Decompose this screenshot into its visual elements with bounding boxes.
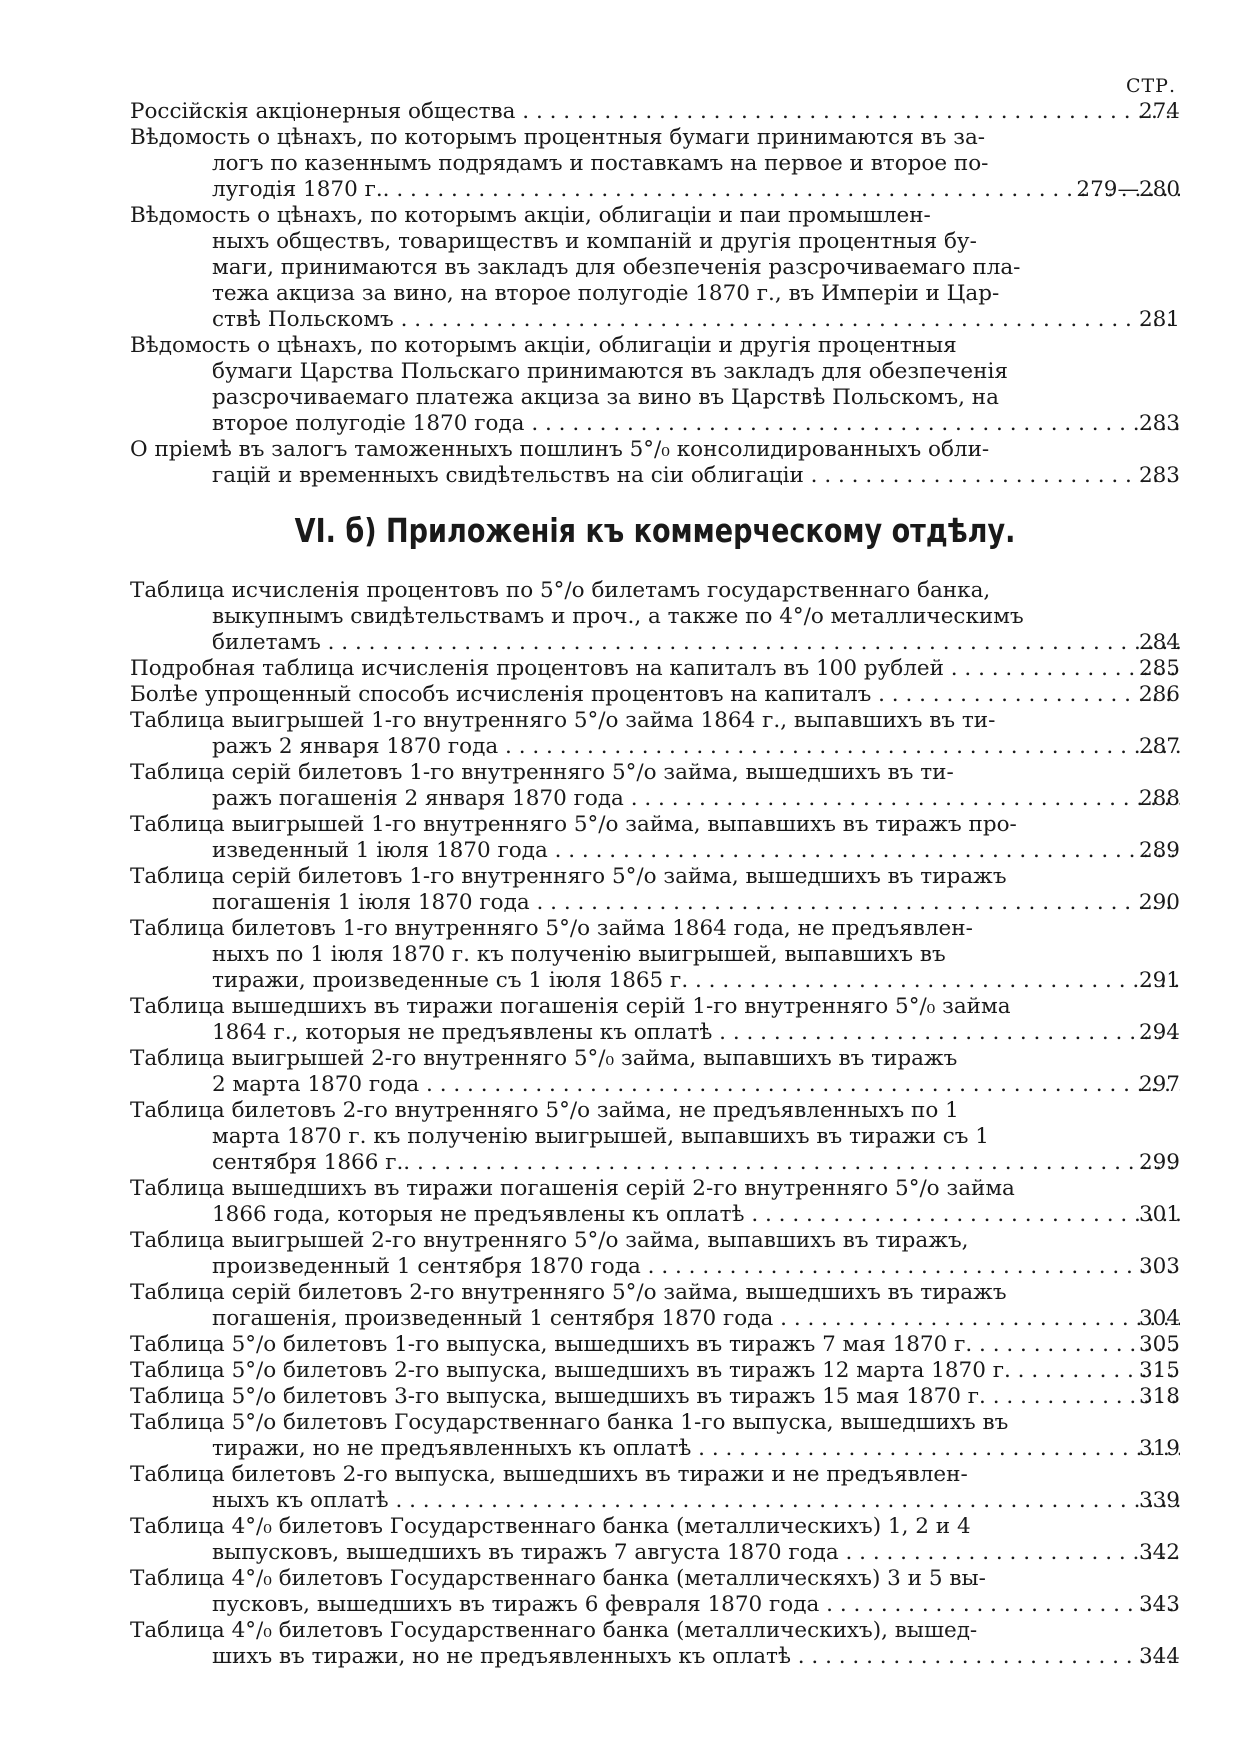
- toc-entry-page: 286: [1138, 682, 1180, 707]
- section-heading: VI. б) Приложенія къ коммерческому отдѣлу.: [294, 511, 1016, 550]
- toc-entry[interactable]: [130, 203, 1180, 333]
- toc-entry-line: выкупнымъ свидѣтельствамъ и проч., а также по 4°/о металлическимъ: [212, 604, 1024, 629]
- toc-entry-line: сентября 1866 г.. . . .: [130, 1150, 1180, 1176]
- toc-entry-line: ныхъ къ оплатѣ . . .: [130, 1488, 1180, 1514]
- toc-entry[interactable]: [130, 994, 1180, 1046]
- toc-entry-line: ствѣ Польскомъ . . .: [130, 307, 1180, 333]
- toc-entry-line: 2 марта 1870 года . . .: [130, 1072, 1180, 1098]
- toc-entry-page: 305: [1138, 1332, 1180, 1357]
- toc-entry[interactable]: [130, 1410, 1180, 1462]
- toc-entry-line: О пріемѣ въ залогъ таможенныхъ пошлинъ 5°/₀ консолидированныхъ обли-: [130, 437, 990, 462]
- toc-entry[interactable]: [130, 1462, 1180, 1514]
- toc-entry-line: Вѣдомость о цѣнахъ, по которымъ акціи, облигаціи и другія процентныя: [130, 333, 957, 358]
- toc-entry-line: второе полугодіе 1870 года . . .: [130, 411, 1180, 437]
- toc-entry-line: тежа акциза за вино, на второе полугодіе 1870 г., въ Имперіи и Цар-: [212, 281, 1000, 306]
- toc-entry-line: Таблица исчисленія процентовъ по 5°/о билетамъ государственнаго банка,: [130, 578, 991, 603]
- toc-entry-line: погашенія 1 іюля 1870 года . . .: [130, 890, 1180, 916]
- toc-entry-page: 274: [1138, 99, 1180, 124]
- toc-entry-line: бумаги Царства Польскаго принимаются въ закладъ для обезпеченія: [212, 359, 1008, 384]
- toc-entry-line: лугодія 1870 г.. . . .: [130, 177, 1180, 203]
- toc-entry-line: Таблица 4°/₀ билетовъ Государственнаго банка (металлическяхъ) 3 и 5 вы-: [130, 1566, 986, 1591]
- toc-entry[interactable]: [130, 99, 1180, 125]
- toc-entry[interactable]: [130, 708, 1180, 760]
- toc-entry[interactable]: [130, 656, 1180, 682]
- toc-entry[interactable]: [130, 437, 1180, 489]
- toc-entry-page: 343: [1138, 1592, 1180, 1617]
- toc-entry-page: 283: [1138, 411, 1180, 436]
- toc-entry-page: 291: [1138, 968, 1180, 993]
- toc-entry-line: пусковъ, вышедшихъ въ тиражъ 6 февраля 1870 года . . .: [130, 1592, 1180, 1618]
- toc-entry-line: Таблица 5°/о билетовъ 3-го выпуска, вышедшихъ въ тиражъ 15 мая 1870 г. . . .: [130, 1384, 1180, 1410]
- toc-entry[interactable]: [130, 812, 1180, 864]
- toc-entry[interactable]: [130, 333, 1180, 437]
- toc-entry-line: изведенный 1 іюля 1870 года . . .: [130, 838, 1180, 864]
- toc-entry-line: Таблица 4°/₀ билетовъ Государственнаго банка (металлическихъ), вышед-: [130, 1618, 978, 1643]
- toc-entry-line: Таблица 5°/о билетовъ Государственнаго банка 1-го выпуска, вышедшихъ въ: [130, 1410, 1009, 1435]
- toc-entry[interactable]: [130, 1618, 1180, 1670]
- toc-entry[interactable]: [130, 864, 1180, 916]
- toc-group-commercial: [130, 578, 1180, 1670]
- toc-entry-page: 304: [1138, 1306, 1180, 1331]
- toc-entry-line: шихъ въ тиражи, но не предъявленныхъ къ оплатѣ . . .: [130, 1644, 1180, 1670]
- toc-entry-line: Таблица вышедшихъ въ тиражи погашенія серій 1-го внутренняго 5°/₀ займа: [130, 994, 1011, 1019]
- toc-entry-page: 288: [1138, 786, 1180, 811]
- toc-entry-line: Таблица 5°/о билетовъ 2-го выпуска, вышедшихъ въ тиражъ 12 марта 1870 г. . . .: [130, 1358, 1180, 1384]
- toc-entry-page: 289: [1138, 838, 1180, 863]
- toc-entry[interactable]: [130, 1228, 1180, 1280]
- toc-entry-line: Таблица серій билетовъ 1-го внутренняго 5°/о займа, вышедшихъ въ ти-: [130, 760, 954, 785]
- page-column-label: СТР.: [1125, 75, 1176, 97]
- toc-entry-page: 285: [1138, 656, 1180, 681]
- toc-page: [130, 75, 1180, 1670]
- toc-entry-page: 290: [1138, 890, 1180, 915]
- toc-entry[interactable]: [130, 1566, 1180, 1618]
- toc-entry-line: тиражи, но не предъявленныхъ къ оплатѣ . . .: [130, 1436, 1180, 1462]
- toc-entry-line: Таблица билетовъ 2-го внутренняго 5°/о займа, не предъявленныхъ по 1: [130, 1098, 959, 1123]
- toc-entry[interactable]: [130, 1384, 1180, 1410]
- toc-entry-line: Таблица выигрышей 1-го внутренняго 5°/о займа 1864 г., выпавшихъ въ ти-: [130, 708, 996, 733]
- toc-entry-line: Таблица выигрышей 2-го внутренняго 5°/о займа, выпавшихъ въ тиражъ,: [130, 1228, 969, 1253]
- toc-entry-line: 1864 г., которыя не предъявлены къ оплатѣ . . .: [130, 1020, 1180, 1046]
- toc-entry-line: ражъ погашенія 2 января 1870 года . . .: [130, 786, 1180, 812]
- toc-entry-line: Таблица 4°/₀ билетовъ Государственнаго банка (металлическихъ) 1, 2 и 4: [130, 1514, 971, 1539]
- toc-entry-line: гацій и временныхъ свидѣтельствъ на сіи облигаціи . . .: [130, 463, 1180, 489]
- toc-entry-line: Таблица вышедшихъ въ тиражи погашенія серій 2-го внутренняго 5°/о займа: [130, 1176, 1015, 1201]
- toc-entry-line: 1866 года, которыя не предъявлены къ оплатѣ . . .: [130, 1202, 1180, 1228]
- toc-entry-line: Таблица выигрышей 2-го внутренняго 5°/₀ займа, выпавшихъ въ тиражъ: [130, 1046, 958, 1071]
- toc-entry-page: 281: [1138, 307, 1180, 332]
- toc-entry-line: Болѣе упрощенный способъ исчисленія процентовъ на капиталъ . . .: [130, 682, 1180, 708]
- toc-entry-page: 287: [1138, 734, 1180, 759]
- toc-entry-line: Россійскія акціонерныя общества . . .: [130, 99, 1180, 125]
- toc-entry-line: ныхъ обществъ, товариществъ и компаній и другія процентныя бу-: [212, 229, 977, 254]
- toc-entry[interactable]: [130, 1332, 1180, 1358]
- toc-entry-page: 339: [1138, 1488, 1180, 1513]
- toc-entry[interactable]: [130, 125, 1180, 203]
- toc-entry-line: разсрочиваемаго платежа акциза за вино въ Царствѣ Польскомъ, на: [212, 385, 999, 410]
- toc-entry-line: тиражи, произведенные съ 1 іюля 1865 г. . . .: [130, 968, 1180, 994]
- toc-entry-page: 279—280: [1076, 177, 1180, 202]
- toc-entry-line: ражъ 2 января 1870 года . . .: [130, 734, 1180, 760]
- toc-entry-line: билетамъ . . .: [130, 630, 1180, 656]
- toc-entry[interactable]: [130, 1280, 1180, 1332]
- toc-entry-line: Подробная таблица исчисленія процентовъ на капиталъ въ 100 рублей . . .: [130, 656, 1180, 682]
- toc-entry[interactable]: [130, 578, 1180, 656]
- toc-entry-line: Вѣдомость о цѣнахъ, по которымъ процентныя бумаги принимаются въ за-: [130, 125, 986, 150]
- toc-entry-page: 297: [1138, 1072, 1180, 1097]
- toc-entry[interactable]: [130, 1358, 1180, 1384]
- toc-entry[interactable]: [130, 1046, 1180, 1098]
- toc-entry-page: 284: [1138, 630, 1180, 655]
- toc-entry-line: Таблица выигрышей 1-го внутренняго 5°/о займа, выпавшихъ въ тиражъ про-: [130, 812, 1017, 837]
- toc-entry[interactable]: [130, 1176, 1180, 1228]
- toc-entry-line: выпусковъ, вышедшихъ въ тиражъ 7 августа 1870 года . . .: [130, 1540, 1180, 1566]
- toc-entry-line: Таблица билетовъ 2-го выпуска, вышедшихъ въ тиражи и не предъявлен-: [130, 1462, 968, 1487]
- toc-entry-page: 319: [1138, 1436, 1180, 1461]
- toc-entry[interactable]: [130, 1098, 1180, 1176]
- toc-entry-page: 299: [1138, 1150, 1180, 1175]
- toc-entry-line: Таблица серій билетовъ 2-го внутренняго 5°/о займа, вышедшихъ въ тиражъ: [130, 1280, 1007, 1305]
- toc-entry-page: 342: [1138, 1540, 1180, 1565]
- toc-entry-line: Таблица билетовъ 1-го внутренняго 5°/о займа 1864 года, не предъявлен-: [130, 916, 973, 941]
- toc-entry-line: логъ по казеннымъ подрядамъ и поставкамъ на первое и второе по-: [212, 151, 989, 176]
- toc-entry-page: 303: [1138, 1254, 1180, 1279]
- toc-entry[interactable]: [130, 916, 1180, 994]
- toc-group-finance: [130, 99, 1180, 489]
- toc-entry-page: 315: [1138, 1358, 1180, 1383]
- toc-entry[interactable]: [130, 682, 1180, 708]
- toc-entry-line: произведенный 1 сентября 1870 года . . .: [130, 1254, 1180, 1280]
- toc-entry-line: погашенія, произведенный 1 сентября 1870 года . . .: [130, 1306, 1180, 1332]
- toc-entry-page: 318: [1138, 1384, 1180, 1409]
- toc-entry-page: 344: [1138, 1644, 1180, 1669]
- toc-entry-page: 283: [1138, 463, 1180, 488]
- toc-entry-line: ныхъ по 1 іюля 1870 г. къ полученію выигрышей, выпавшихъ въ: [212, 942, 946, 967]
- toc-entry-line: Таблица 5°/о билетовъ 1-го выпуска, вышедшихъ въ тиражъ 7 мая 1870 г. . . .: [130, 1332, 1180, 1358]
- toc-entry-line: Таблица серій билетовъ 1-го внутренняго 5°/о займа, вышедшихъ въ тиражъ: [130, 864, 1007, 889]
- toc-entry[interactable]: [130, 760, 1180, 812]
- toc-entry-page: 294: [1138, 1020, 1180, 1045]
- toc-entry-line: марта 1870 г. къ полученію выигрышей, выпавшихъ въ тиражи съ 1: [212, 1124, 989, 1149]
- toc-entry-line: маги, принимаются въ закладъ для обезпеченія разсрочиваемаго пла-: [212, 255, 1021, 280]
- toc-entry[interactable]: [130, 1514, 1180, 1566]
- toc-entry-line: Вѣдомость о цѣнахъ, по которымъ акціи, облигаціи и паи промышлен-: [130, 203, 931, 228]
- toc-entry-page: 301: [1138, 1202, 1180, 1227]
